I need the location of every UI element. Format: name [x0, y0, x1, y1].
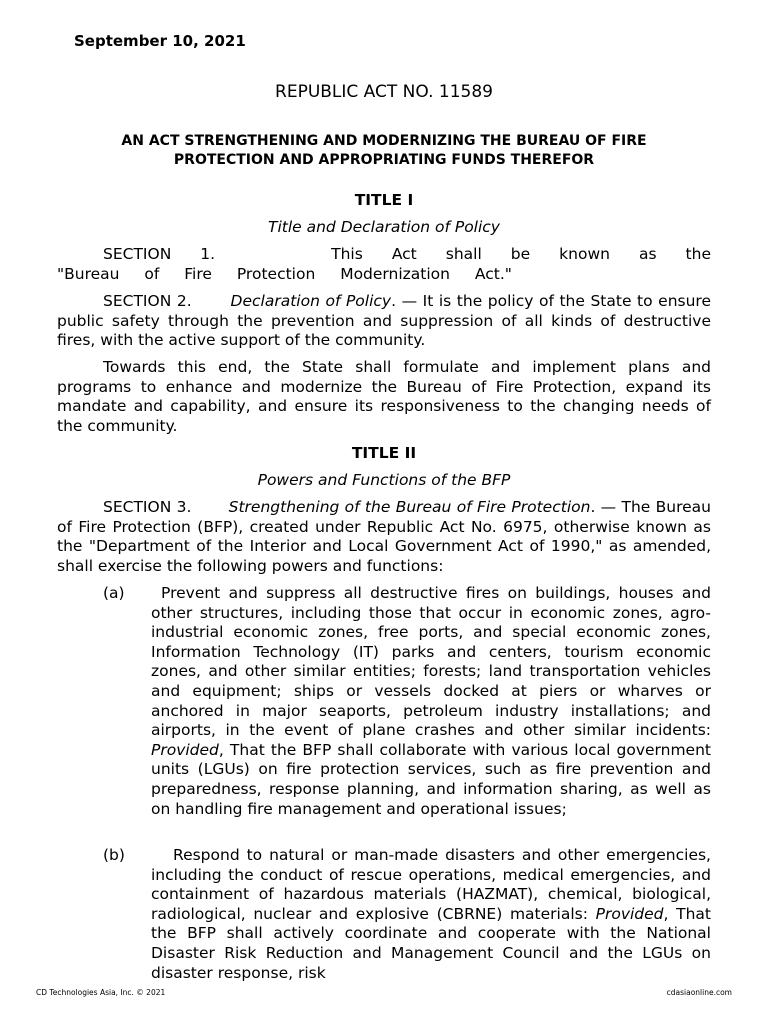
section-3 [57, 498, 711, 576]
item-a [57, 584, 711, 819]
section-3-heading: Strengthening of the Bureau of Fire Protection [228, 498, 591, 516]
item-b-text-before: Respond to natural or man-made disasters and other emergencies, including the conduct of rescue operations, medical emergencies, and containment of hazardous materials (HAZMAT), chemical, biological, radiological, nuclear and explosive (CBRNE) materials: [151, 846, 711, 923]
item-a-text-after: , That the BFP shall collaborate with various local government units (LGUs) on fire protection services, such as fire prevention and preparedness, response planning, and information sharing, as well as on handling fire management and operational issues; [151, 740, 711, 818]
title-2-heading: TITLE II [351, 444, 417, 462]
item-b-proviso: Provided [595, 904, 664, 923]
item-b-text-after: , That the BFP shall actively coordinate and cooperate with the National Disaster Risk Reduction and Management Council and the LGUs on disaster response, risk [151, 904, 711, 982]
paragraph-towards-text: Towards this end, the State shall formulate and implement plans and programs to enhance and modernize the Bureau of Fire Protection, expand its mandate and capability, and ensure its responsiveness to the changing needs of the community. [57, 358, 711, 435]
document-date: September 10, 2021 [74, 32, 246, 50]
section-2-heading: Declaration of Policy [230, 292, 392, 310]
item-a-text-before: Prevent and suppress all destructive fires on buildings, houses and other structures, including those that occur in economic zones, agro-industrial economic zones, free ports, and special economic zones, Information Technology (IT) parks and centers, tourism economic zones, and other similar entities; forests; land transportation vehicles and equipment; ships or vessels docked at piers or wharves or anchored in major seaports, petroleum industry installations; and airports, in the event of plane crashes and other similar incidents: [151, 584, 711, 740]
item-b [57, 846, 711, 983]
section-2 [57, 292, 711, 351]
title-1-subheading: Title and Declaration of Policy [267, 218, 500, 236]
act-title: AN ACT STRENGTHENING AND MODERNIZING THE BUREAU OF FIRE PROTECTION AND APPROPRIATING FUNDS THEREFOR [121, 133, 647, 168]
section-1-label: SECTION 1. [103, 245, 216, 263]
section-2-label: SECTION 2. [103, 292, 192, 310]
footer-website: cdasiaonline.com [666, 988, 732, 997]
section-3-label: SECTION 3. [103, 498, 192, 516]
title-2-subheading: Powers and Functions of the BFP [257, 471, 511, 489]
section-2-text: . — It is the policy of the State to ensure public safety through the prevention and suppression of all kinds of destructive fires, with the active support of the community. [57, 292, 711, 350]
footer-copyright: CD Technologies Asia, Inc. © 2021 [36, 988, 166, 997]
item-b-label: (b) [103, 846, 125, 864]
item-a-proviso: Provided [151, 740, 219, 759]
item-a-label: (a) [103, 584, 125, 602]
act-number: REPUBLIC ACT NO. 11589 [275, 82, 493, 102]
section-1-text: This Act shall be known as the "Bureau of Fire Protection Modernization Act." [57, 245, 711, 283]
paragraph-towards [57, 358, 711, 436]
section-1 [57, 245, 711, 284]
section-3-text: . — The Bureau of Fire Protection (BFP), created under Republic Act No. 6975, otherwise known as the "Department of the Interior and Local Government Act of 1990," as amended, shall exercise the following powers and functions: [57, 498, 711, 575]
title-1-heading: TITLE I [354, 191, 414, 209]
